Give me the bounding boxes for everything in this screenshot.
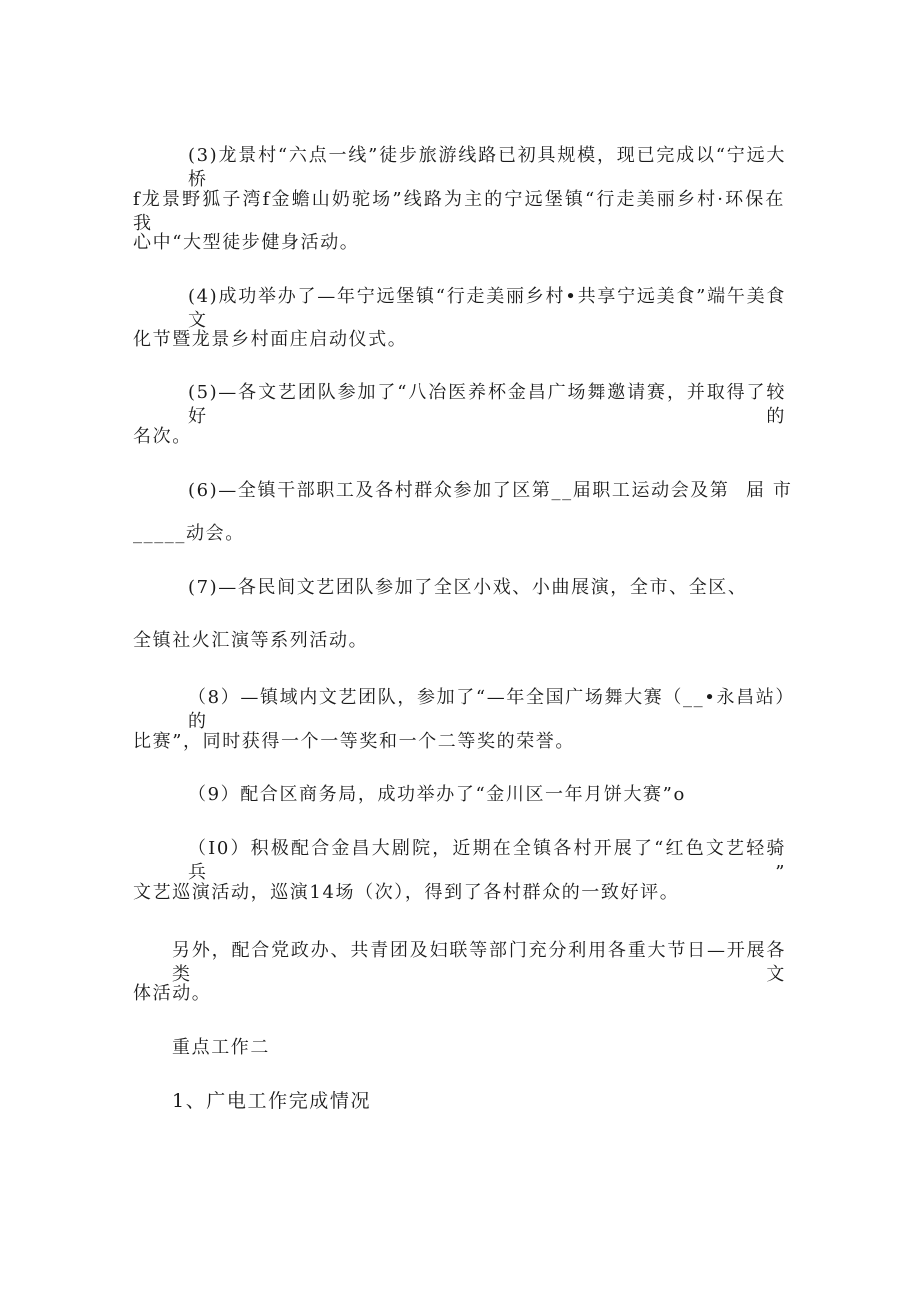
paragraph-8-line-2: 比赛”，同时获得一个一等奖和一个二等奖的荣誉。 <box>133 731 575 752</box>
section-heading: 重点工作二 <box>172 1037 270 1058</box>
paragraph-3-line-2: f龙景野狐子湾f金蟾山奶驼场”线路为主的宁远堡镇“行走美丽乡村·环保在我 <box>133 189 785 234</box>
paragraph-4-line-1: (4)成功举办了—年宁远堡镇“行走美丽乡村•共享宁远美食”端午美食文 <box>188 286 786 331</box>
paragraph-5-line-1: (5)—各文艺团队参加了“八冶医养杯金昌广场舞邀请赛，并取得了较好的 <box>188 382 786 427</box>
paragraph-6-line-1: (6)—全镇干部职工及各村群众参加了区第__届职工运动会及第 <box>188 480 730 501</box>
paragraph-3-line-1: (3)龙景村“六点一线”徒步旅游线路已初具规模，现已完成以“宁远大桥 <box>188 145 786 190</box>
extra-paragraph-line-1: 另外，配合党政办、共青团及妇联等部门充分利用各重大节日—开展各类文 <box>172 940 786 985</box>
extra-paragraph-line-2: 体活动。 <box>133 983 212 1004</box>
paragraph-3-line-3: 心中“大型徒步健身活动。 <box>133 232 360 253</box>
paragraph-10-line-1: （I0）积极配合金昌大剧院，近期在全镇各村开展了“红色文艺轻骑兵” <box>188 838 786 883</box>
paragraph-4-line-2: 化节暨龙景乡村面庄启动仪式。 <box>133 329 408 350</box>
paragraph-5-line-2: 名次。 <box>133 426 192 447</box>
paragraph-8-line-1: （8）—镇域内文艺团队，参加了“—年全国广场舞大赛（__•永昌站）的 <box>188 687 786 732</box>
paragraph-7-line-2: 全镇社火汇演等系列活动。 <box>133 630 369 651</box>
paragraph-6-line-1-end: 届 市 <box>746 480 793 501</box>
paragraph-7-line-1: (7)—各民间文艺团队参加了全区小戏、小曲展演，全市、全区、 <box>188 577 748 598</box>
paragraph-10-line-2: 文艺巡演活动，巡演14场（次），得到了各村群众的一致好评。 <box>133 882 680 903</box>
paragraph-6-line-2: _____动会。 <box>133 523 245 544</box>
paragraph-9-line-1: （9）配合区商务局，成功举办了“金川区一年月饼大赛”o <box>188 784 686 805</box>
subsection-heading: 1、广电工作完成情况 <box>172 1090 372 1112</box>
